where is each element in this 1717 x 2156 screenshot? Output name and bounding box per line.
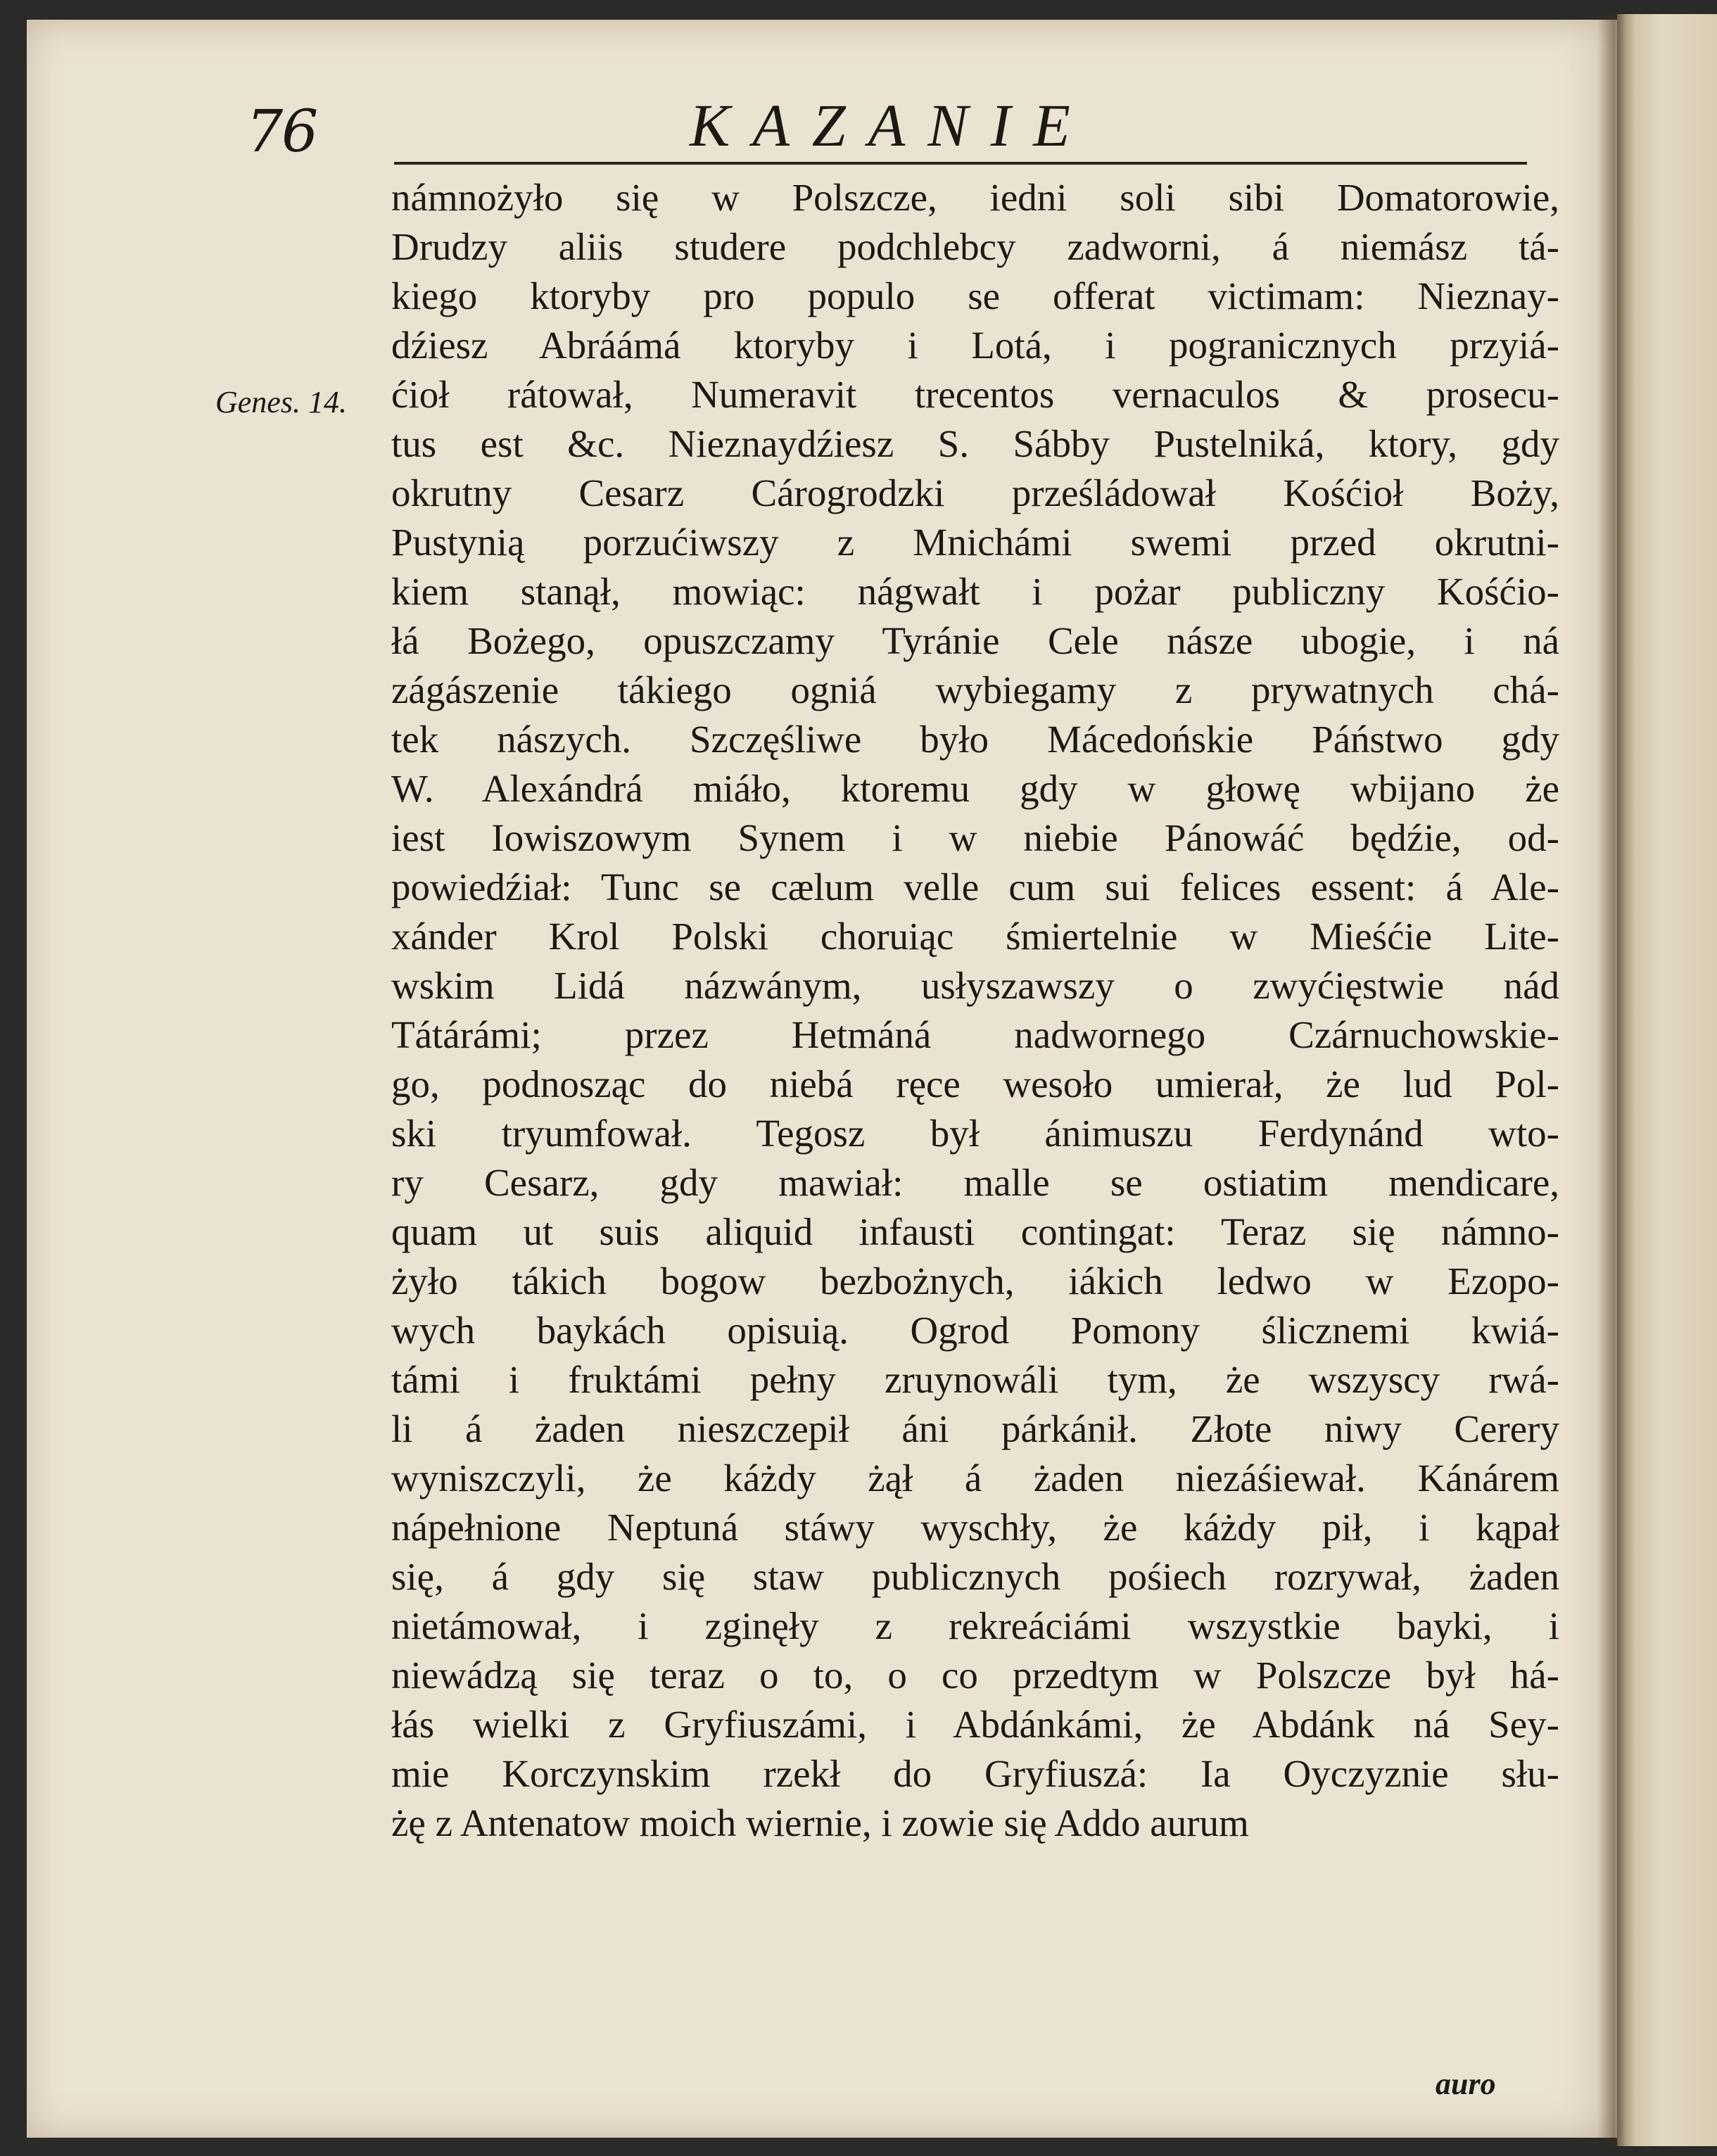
text-line: ski tryumfował. Tegosz był ánimuszu Ferdynánd wto-: [391, 1112, 1559, 1155]
text-line: námnożyło się w Polszcze, iedni soli sibi Domatorowie,: [391, 176, 1559, 219]
text-line: quam ut suis aliquid infausti contingat: Teraz się námno-: [391, 1210, 1559, 1253]
text-line: łás wielki z Gryfiuszámi, i Abdánkámi, że Abdánk ná Sey-: [391, 1703, 1559, 1746]
text-line: niewádzą się teraz o to, o co przedtym w Polszcze był há-: [391, 1654, 1559, 1697]
text-line: okrutny Cesarz Cárogrodzki prześládował Kośćioł Boży,: [391, 471, 1559, 514]
text-line: Drudzy aliis studere podchlebcy zadworni, á niemász tá-: [391, 225, 1559, 268]
text-line: li á żaden nieszczepił áni párkánił. Złote niwy Cerery: [391, 1407, 1559, 1450]
catchword: auro: [1436, 2067, 1496, 2101]
text-line: Pustynią porzućiwszy z Mnichámi swemi przed okrutni-: [391, 521, 1559, 564]
running-head: KAZANIE: [690, 91, 1093, 159]
text-line: się, á gdy się staw publicznych pośiech rozrywał, żaden: [391, 1555, 1559, 1598]
text-line: tek nászych. Szczęśliwe było Mácedońskie Páństwo gdy: [391, 718, 1559, 761]
text-line: ćioł rátował, Numeravit trecentos vernaculos & prosecu-: [391, 373, 1559, 416]
text-line: tus est &c. Nieznaydźiesz S. Sábby Pustelniká, ktory, gdy: [391, 422, 1559, 465]
text-line: wyniszczyli, że káżdy żął á żaden niezáśiewał. Kánárem: [391, 1457, 1559, 1499]
facing-page-edge: [1617, 14, 1717, 2146]
text-line: żę z Antenatow moich wiernie, i zowie się Addo aurum: [391, 1801, 1249, 1844]
text-line: mie Korczynskim rzekł do Gryfiuszá: Ia Oyczyznie słu-: [391, 1752, 1559, 1795]
body-text: [391, 173, 1559, 1848]
margin-note: Genes. 14.: [215, 385, 347, 419]
text-line: go, podnosząc do niebá ręce wesoło umierał, że lud Pol-: [391, 1063, 1559, 1105]
text-line: żyło tákich bogow bezbożnych, iákich ledwo w Ezopo-: [391, 1260, 1559, 1302]
book-gutter-shadow: [1597, 14, 1626, 2146]
text-line: dźiesz Abráámá ktoryby i Lotá, i pogranicznych przyiá-: [391, 324, 1559, 367]
text-line: łá Bożego, opuszczamy Tyránie Cele násze ubogie, i ná: [391, 619, 1559, 662]
text-line: ry Cesarz, gdy mawiał: malle se ostiatim mendicare,: [391, 1161, 1559, 1204]
text-line: xánder Krol Polski choruiąc śmiertelnie w Mieśćie Lite-: [391, 915, 1559, 958]
page-number: 76: [246, 99, 317, 165]
text-line: nápełnione Neptuná stáwy wyschły, że káżdy pił, i kąpał: [391, 1506, 1559, 1549]
text-line: kiego ktoryby pro populo se offerat victimam: Nieznay-: [391, 274, 1559, 317]
header-rule: [394, 162, 1527, 165]
text-line: powiedźiał: Tunc se cælum velle cum sui felices essent: á Ale-: [391, 865, 1559, 908]
text-line: wskim Lidá názwánym, usłyszawszy o zwyćięstwie nád: [391, 964, 1559, 1007]
text-line: támi i fruktámi pełny zruynowáli tym, że wszyscy rwá-: [391, 1358, 1559, 1401]
text-line: iest Iowiszowym Synem i w niebie Pánowáć będźie, od-: [391, 816, 1559, 859]
text-line: zágászenie tákiego ogniá wybiegamy z prywatnych chá-: [391, 668, 1559, 711]
text-line: wych baykách opisuią. Ogrod Pomony ślicznemi kwiá-: [391, 1309, 1559, 1352]
text-line: W. Alexándrá miáło, ktoremu gdy w głowę wbijano że: [391, 767, 1559, 810]
text-line: Tátárámi; przez Hetmáná nadwornego Czárnuchowskie-: [391, 1013, 1559, 1056]
text-line: nietámował, i zginęły z rekreáciámi wszystkie bayki, i: [391, 1604, 1559, 1647]
text-line: kiem stanął, mowiąc: nágwałt i pożar publiczny Kośćio-: [391, 570, 1559, 613]
